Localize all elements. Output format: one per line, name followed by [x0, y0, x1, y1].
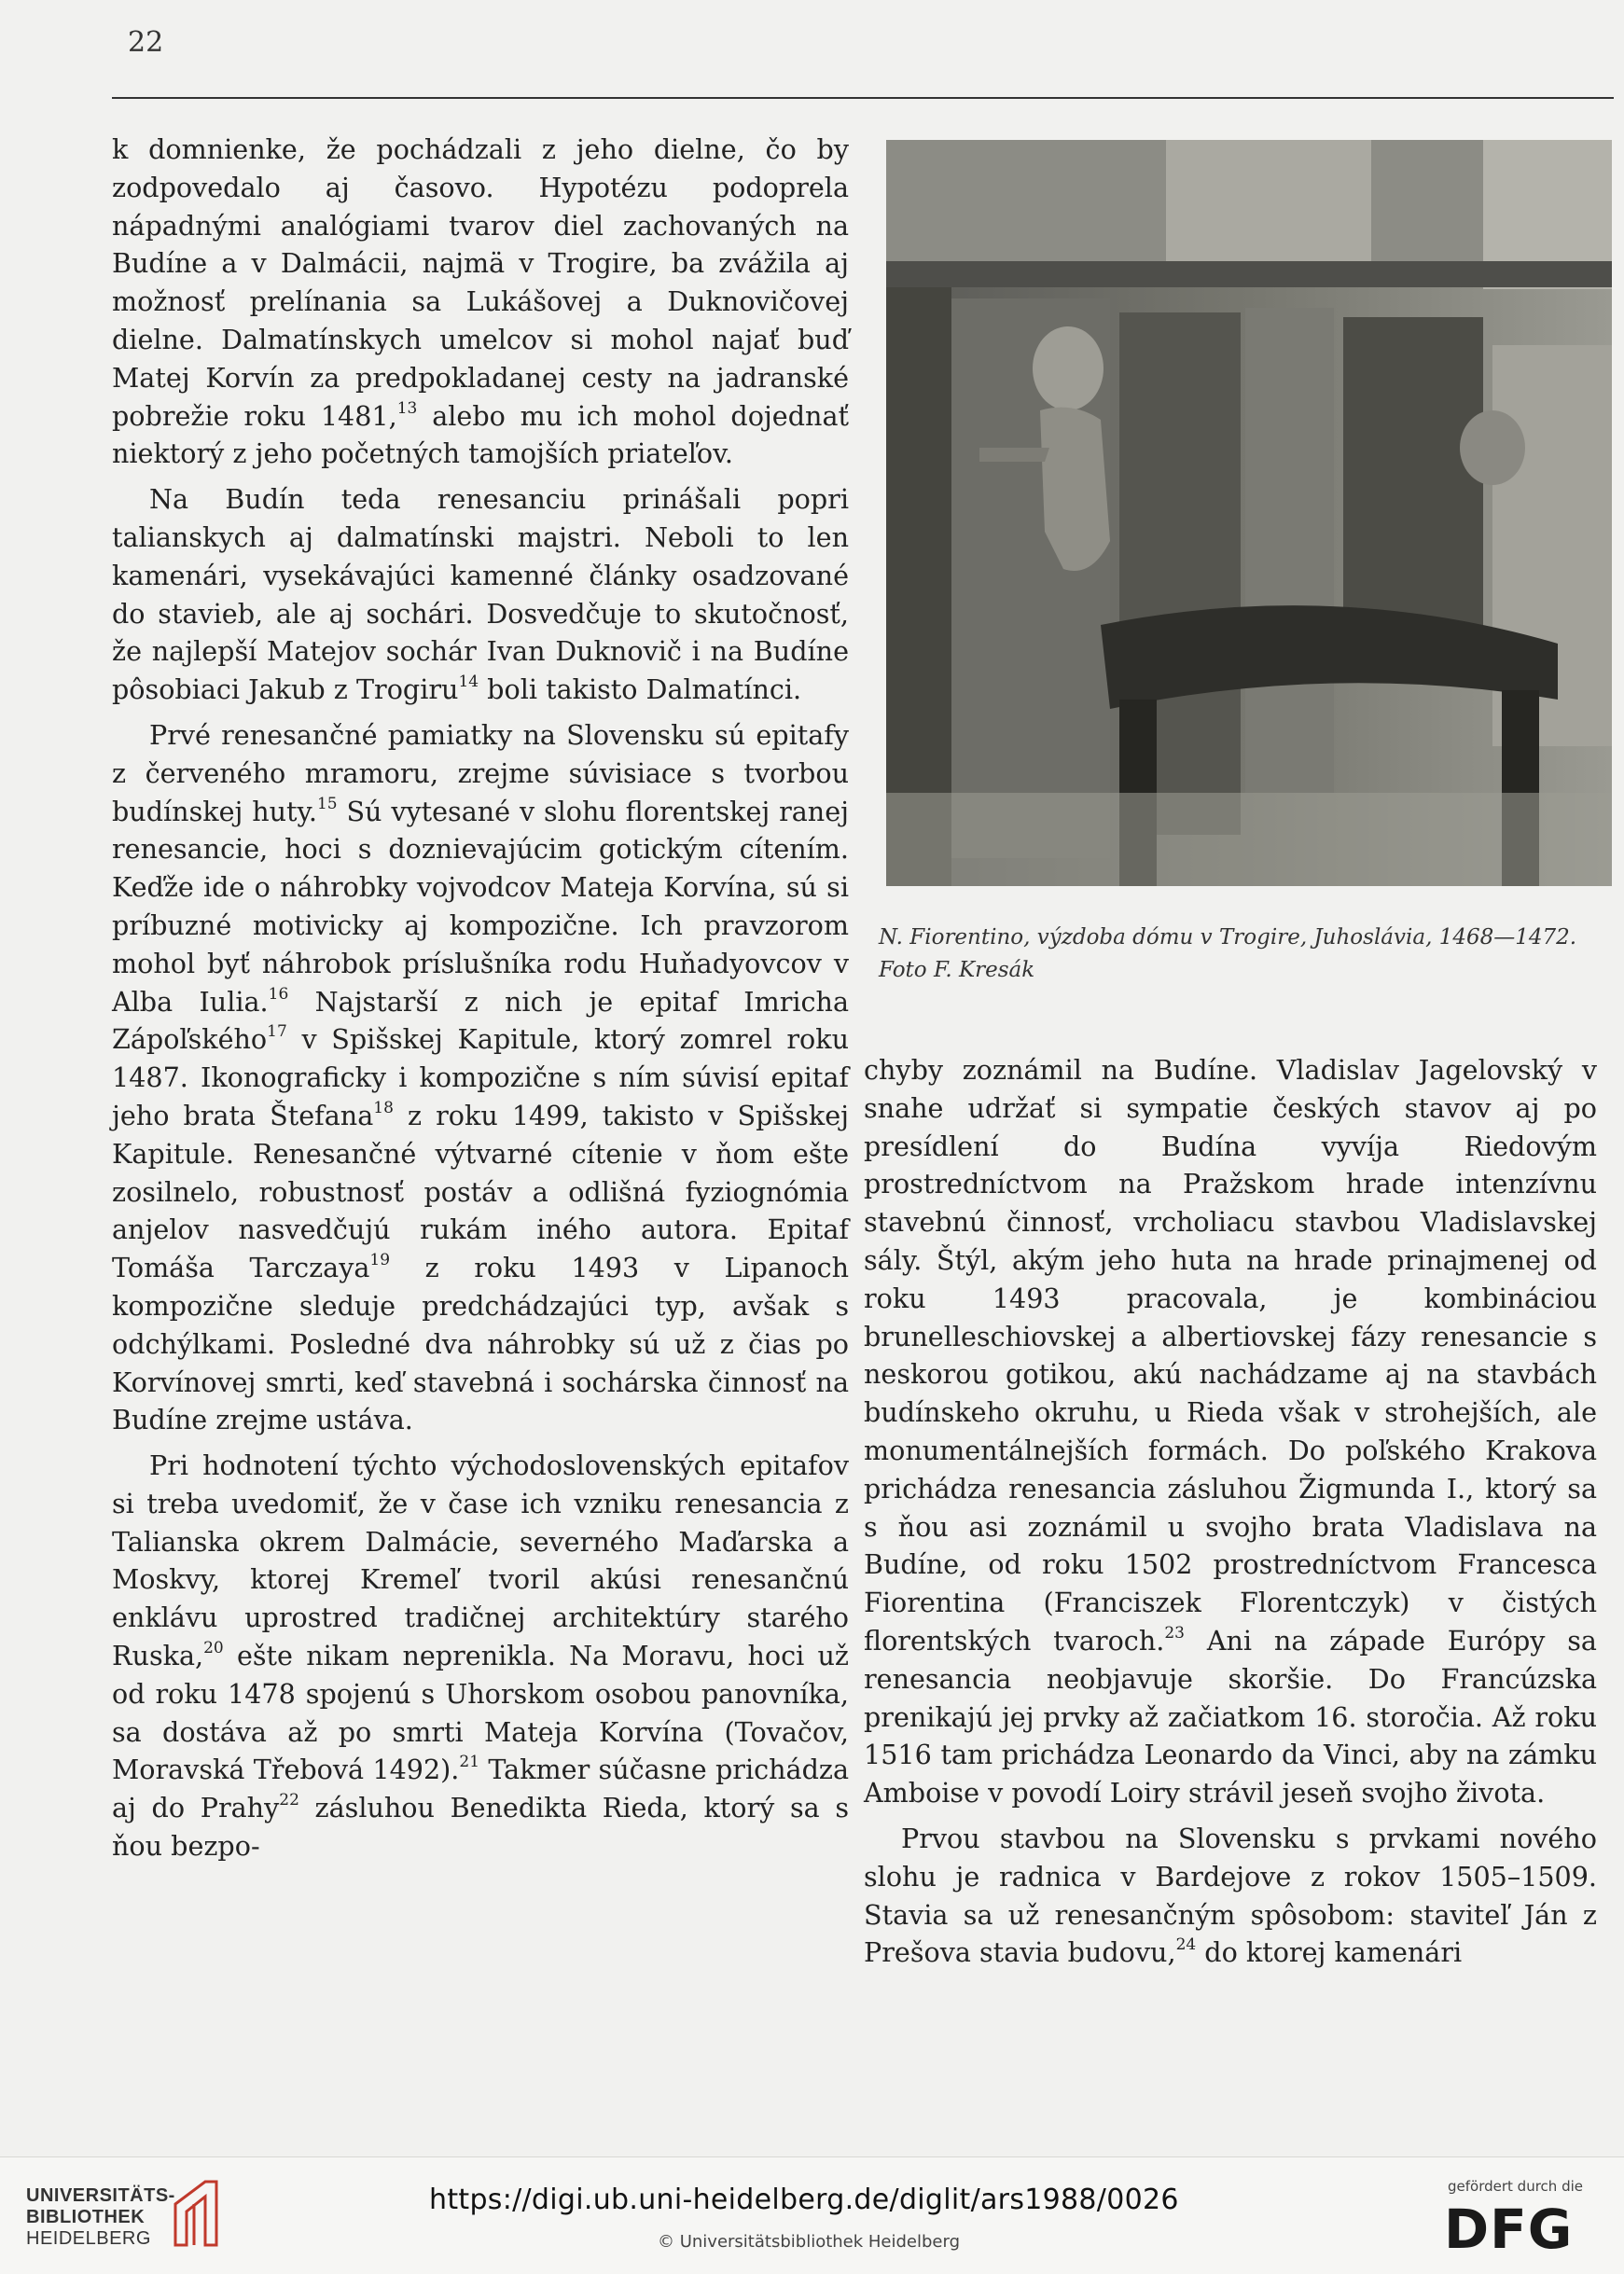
text-run: Sú vytesané v slohu florentskej ranej renesancie, hoci s doznievajúcim gotickým cítením. Keďže ide o náhrobky vojvodcov Mateja Korvína, sú si príbuzné motivicky aj kompozične. Ich pravzorom mohol byť náhrobok príslušníka rodu Huňadyovcov v Alba Iulia.	[112, 795, 849, 1018]
text-run: Takmer súčasne prichádza aj do Prahy	[112, 1754, 850, 1824]
text-run: Prvé renesančné pamiatky na Slovensku sú epitafy z červeného mramoru, zrejme súvisiace s tvorbou budínskej huty.	[112, 718, 849, 827]
library-emblem-icon	[168, 2176, 224, 2251]
left-text-column	[112, 131, 849, 1865]
right-column-paragraph	[864, 1051, 1597, 1812]
text-run: z roku 1493 v Lipanoch kompozične sleduje predchádzajúci typ, avšak s odchýlkami. Posledné dva náhrobky sú už z čias po Korvínovej smrti, keď stavebná i sochárska činnosť na Budíne zrejme ustáva.	[112, 1252, 849, 1436]
left-column-paragraph	[112, 480, 849, 709]
left-column-paragraph	[112, 716, 849, 1439]
permalink-url[interactable]: https://digi.ub.uni-heidelberg.de/diglit/ars1988/0026	[429, 2184, 1179, 2216]
footnote-marker: 19	[369, 1251, 391, 1270]
text-run: Ani na západe Európy sa renesancia neobjavuje skoršie. Do Francúzska prenikajú jej prvky až začiatkom 16. storočia. Až roku 1516 tam prichádza Leonardo da Vinci, aby na zámku Amboise v povodí Loiry strávil jeseň svojho života.	[864, 1624, 1597, 1809]
trogir-photo	[886, 140, 1612, 886]
right-text-column	[864, 1051, 1597, 1972]
text-run: ešte nikam neprenikla. Na Moravu, hoci už od roku 1478 spojenú s Uhorskom osobou panovníka, sa dostáva až po smrti Mateja Korvína (Tovačov, Moravská Třebová 1492).	[112, 1640, 849, 1786]
library-name-line3: HEIDELBERG	[26, 2228, 151, 2249]
text-run: boli takisto Dalmatínci.	[479, 673, 802, 706]
library-name-line1: UNIVERSITÄTS-	[26, 2185, 175, 2206]
footnote-marker: 16	[268, 984, 289, 1004]
text-run: chyby zoznámil na Budíne. Vladislav Jagelovský v snahe udržať si sympatie českých stavov aj po presídlení do Budína vyvíja Riedovým prostredníctvom na Pražskom hrade intenzívnu stavebnú činnosť, vrcholiacu stavbou Vladislavskej sály. Štýl, akým jeho huta na hrade prinajmenej od roku 1493 pracovala, je kombináciou brunelleschiovskej a albertiovskej fázy renesancie s neskorou gotikou, akú nachádzame aj na stavbách budínskeho okruhu, u Rieda však v strohejších, ale monumentálnejších formách. Do poľského Krakova prichádza renesancia zásluhou Žigmunda I., ktorý sa s ňou asi zoznámil u svojho brata Vladislava na Budíne, od roku 1502 prostredníctvom Francesca Fiorentina (Franciszek Florentczyk) v čistých florentských tvaroch.	[864, 1054, 1597, 1657]
footnote-marker: 14	[458, 672, 479, 692]
copyright-text: © Universitätsbibliothek Heidelberg	[658, 2232, 961, 2252]
footnote-marker: 22	[279, 1791, 299, 1810]
footnote-marker: 13	[396, 398, 418, 418]
text-run: do ktorej kamenári	[1196, 1936, 1463, 1969]
footnote-marker: 20	[203, 1639, 224, 1658]
figure-caption: N. Fiorentino, výzdoba dómu v Trogire, Juhoslávia, 1468—1472. Foto F. Kresák	[879, 925, 1577, 982]
text-run: Najstarší z nich je epitaf Imricha Zápoľského	[112, 985, 850, 1056]
footer-bar	[0, 2156, 1624, 2274]
text-run: zásluhou Benedikta Rieda, ktorý sa s ňou bezpo-	[112, 1792, 849, 1863]
photo-illustration	[886, 140, 1612, 886]
library-name-line2: BIBLIOTHEK	[26, 2207, 146, 2227]
footnote-marker: 18	[373, 1098, 394, 1117]
text-run: alebo mu ich mohol dojednať niektorý z jeho početných tamojších priateľov.	[112, 399, 849, 470]
funding-caption: gefördert durch die	[1448, 2178, 1583, 2195]
left-column-paragraph	[112, 131, 849, 473]
library-logo[interactable]	[26, 2185, 175, 2250]
text-run: z roku 1499, takisto v Spišskej Kapitule. Renesančné výtvarné cítenie v ňom ešte zosilnelo, robustnosť postáv a odlišná fyziognómia anjelov nasvedčujú rukám iného autora. Epitaf Tomáša Tarczaya	[112, 1099, 850, 1284]
text-run: Prvou stavbou na Slovensku s prvkami nového slohu je radnica v Bardejove z rokov 1505–1509. Stavia sa už renesančným spôsobom: staviteľ Ján z Prešova stavia budovu,	[864, 1822, 1597, 1969]
text-run: k domnienke, že pochádzali z jeho dielne, čo by zodpovedalo aj časovo. Hypotézu podoprela nápadnými analógiami tvarov diel zachovaných na Budíne a v Dalmácii, najmä v Trogire, ba zvážila aj možnosť prelínania sa Lukášovej a Duknovičovej dielne. Dalmatínskych umelcov si mohol najať buď Matej Korvín za predpokladanej cesty na jadranské pobrežie roku 1481,	[112, 133, 849, 432]
left-column-paragraph	[112, 1447, 849, 1865]
footnote-marker: 23	[1164, 1623, 1185, 1643]
header-rule	[112, 97, 1614, 99]
footnote-marker: 24	[1175, 1935, 1197, 1955]
footnote-marker: 17	[267, 1022, 287, 1042]
text-run: v Spišskej Kapitule, ktorý zomrel roku 1487. Ikonograficky i kompozične s ním súvisí epitaf jeho brata Štefana	[112, 1023, 849, 1131]
dfg-logo[interactable]: DFG	[1444, 2198, 1574, 2261]
text-run: Pri hodnotení týchto východoslovenských epitafov si treba uvedomiť, že v čase ich vzniku renesancia z Talianska okrem Dalmácie, severného Maďarska a Moskvy, ktorej Kremeľ tvoril akúsi renesančnú enklávu uprostred tradičnej architektúry starého Ruska,	[112, 1449, 849, 1672]
footnote-marker: 15	[316, 794, 338, 813]
right-column-paragraph	[864, 1820, 1597, 1972]
text-run: Na Budín teda renesanciu prinášali popri talianskych aj dalmatínski majstri. Neboli to len kamenári, vysekávajúci kamenné články osadzované do stavieb, ale aj sochári. Dosvedčuje to skutočnosť, že najlepší Matejov sochár Ivan Duknovič i na Budíne pôsobiaci Jakub z Trogiru	[112, 483, 849, 706]
footnote-marker: 21	[459, 1753, 480, 1772]
page-number: 22	[128, 26, 164, 59]
